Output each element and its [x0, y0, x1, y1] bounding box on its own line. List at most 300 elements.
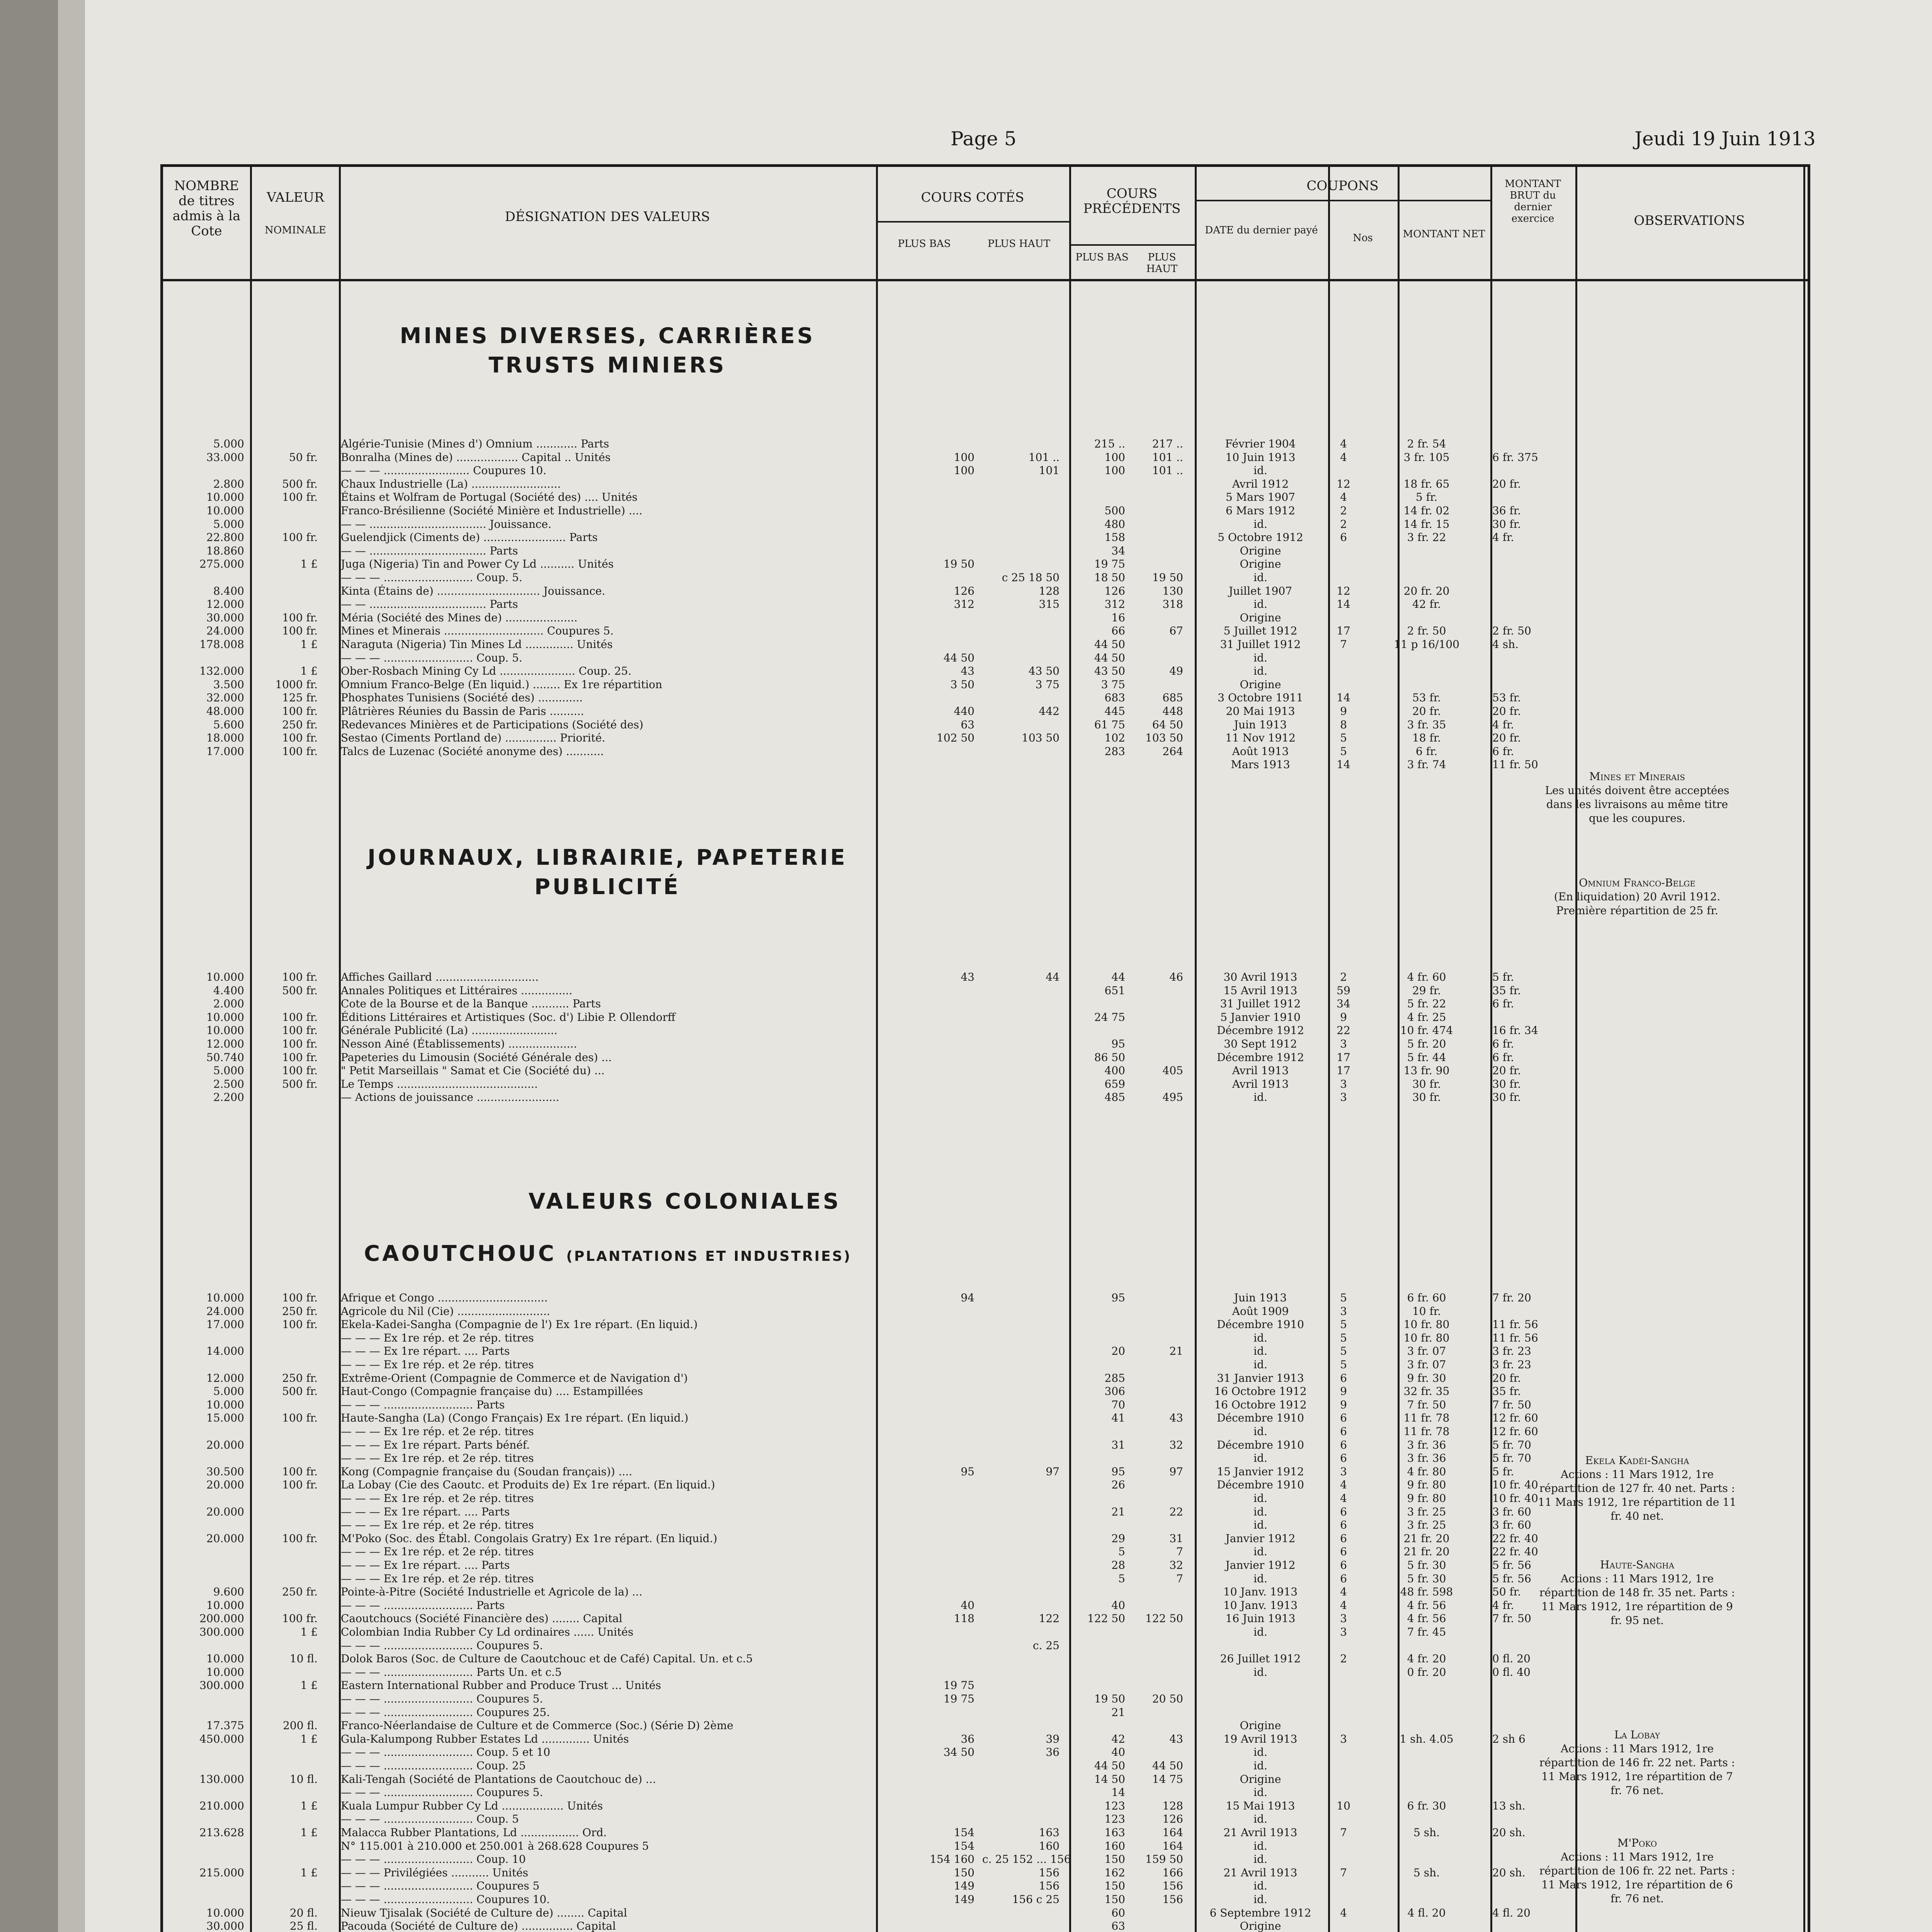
- nombre-cell: 10.000: [206, 1010, 244, 1024]
- nombre-cell: 10.000: [206, 1291, 244, 1304]
- coupon-date-cell: Juillet 1907: [1228, 584, 1293, 597]
- observation-title: La Lobay: [1614, 1728, 1660, 1741]
- montant-brut-cell: 16 fr. 34: [1492, 1024, 1538, 1037]
- coupon-date-cell: 16 Octobre 1912: [1214, 1398, 1307, 1411]
- observation-text: Les unités doivent être acceptées dans les livraisons au même titre que les coupures.: [1545, 784, 1730, 825]
- designation-cell: Kali-Tengah (Société de Plantations de Caoutchouc de) ...: [341, 1772, 656, 1786]
- book-gutter: [58, 0, 85, 1932]
- montant-brut-cell: 12 fr. 60: [1492, 1412, 1538, 1425]
- section-title-line: TRUSTS MINIERS: [488, 352, 726, 378]
- valeur-cell: 100 fr.: [282, 705, 318, 718]
- cours-plus-bas-cell: 19 75: [943, 1692, 975, 1705]
- table-row: [163, 1291, 1808, 1304]
- table-row: [163, 1692, 1808, 1706]
- coupon-numero-cell: 5: [1340, 1345, 1347, 1358]
- page-date: Jeudi 19 Juin 1913: [1634, 128, 1816, 150]
- coupon-numero-cell: 3: [1340, 1732, 1347, 1745]
- montant-net-cell: 6 fr. 30: [1407, 1799, 1446, 1812]
- montant-net-cell: 21 fr. 20: [1403, 1532, 1450, 1545]
- table-row: [163, 1398, 1808, 1412]
- montant-brut-cell: 5 fr. 56: [1492, 1559, 1531, 1571]
- prec-plus-haut-cell: 122 50: [1145, 1612, 1183, 1625]
- prec-plus-bas-cell: 162: [1104, 1866, 1125, 1879]
- montant-brut-cell: 7 fr. 20: [1492, 1291, 1531, 1304]
- montant-net-cell: 11 p 16/100: [1394, 638, 1459, 651]
- nombre-cell: 3.500: [213, 678, 244, 691]
- coupon-numero-cell: 5: [1340, 731, 1347, 745]
- montant-brut-cell: 3 fr. 60: [1492, 1505, 1531, 1518]
- designation-cell: — — — ......................... Coupures 10.: [341, 464, 547, 477]
- designation-cell: Omnium Franco-Belge (En liquid.) ........ Ex 1re répartition: [341, 678, 662, 691]
- designation-cell: — — .................................. Parts: [341, 544, 518, 557]
- prec-plus-bas-cell: 659: [1104, 1077, 1125, 1090]
- coupon-numero-cell: 9: [1340, 705, 1347, 718]
- coupon-date-cell: 11 Nov 1912: [1225, 731, 1296, 745]
- coupon-numero-cell: 3: [1340, 1077, 1347, 1090]
- coupon-date-cell: id.: [1253, 1452, 1267, 1465]
- header-date: DATE du dernier payé: [1205, 224, 1318, 236]
- valeur-cell: 250 fr.: [282, 1371, 318, 1384]
- prec-plus-bas-cell: 100: [1104, 451, 1125, 464]
- montant-net-cell: 3 fr. 22: [1407, 531, 1446, 544]
- nombre-cell: 14.000: [206, 1345, 244, 1358]
- prec-plus-haut-cell: 20 50: [1152, 1692, 1183, 1705]
- nombre-cell: 2.500: [213, 1077, 244, 1090]
- designation-cell: Kong (Compagnie française du (Soudan français)) ....: [341, 1465, 633, 1478]
- coupon-date-cell: Décembre 1910: [1217, 1318, 1304, 1331]
- coupon-date-cell: Origine: [1240, 1772, 1281, 1786]
- coupon-date-cell: 3 Octobre 1911: [1218, 691, 1303, 704]
- book-binding: [0, 0, 58, 1932]
- cours-plus-bas-cell: 440: [954, 705, 975, 718]
- cours-plus-haut-cell: 101: [1039, 464, 1060, 477]
- coupon-numero-cell: 14: [1337, 691, 1350, 704]
- cours-plus-haut-cell: 39: [1046, 1732, 1060, 1745]
- coupon-numero-cell: 4: [1340, 451, 1347, 464]
- prec-plus-haut-cell: 685: [1162, 691, 1183, 704]
- prec-plus-bas-cell: 102: [1104, 731, 1125, 745]
- montant-net-cell: 4 fl. 20: [1407, 1906, 1446, 1919]
- coupon-date-cell: 31 Juillet 1912: [1220, 638, 1301, 651]
- designation-cell: — — — Ex 1re rép. et 2e rép. titres: [341, 1425, 534, 1438]
- cours-plus-haut-cell: 315: [1039, 598, 1060, 611]
- cours-plus-bas-cell: 3 50: [950, 678, 975, 691]
- coupon-date-cell: 30 Avril 1913: [1223, 971, 1298, 983]
- coupon-date-cell: 6 Mars 1912: [1226, 504, 1295, 517]
- montant-net-cell: 7 fr. 45: [1407, 1626, 1446, 1638]
- prec-plus-bas-cell: 21: [1111, 1505, 1125, 1518]
- table-row: [163, 585, 1808, 598]
- coupon-numero-cell: 5: [1340, 1318, 1347, 1331]
- cours-plus-haut-cell: 44: [1046, 971, 1060, 983]
- coupon-numero-cell: 6: [1340, 1412, 1347, 1425]
- observation-note: [1537, 1558, 1738, 1628]
- table-row: [163, 1813, 1808, 1826]
- montant-brut-cell: 5 fr. 70: [1492, 1438, 1531, 1451]
- montant-brut-cell: 10 fr. 40: [1492, 1478, 1538, 1492]
- montant-net-cell: 5 fr. 22: [1407, 997, 1446, 1010]
- header-nombre: NOMBRE de titres admis à la Cote: [172, 178, 241, 239]
- prec-plus-bas-cell: 5: [1118, 1572, 1125, 1585]
- cours-plus-bas-cell: 43: [961, 971, 975, 983]
- coupon-date-cell: 5 Juillet 1912: [1223, 624, 1298, 638]
- montant-net-cell: 2 fr. 50: [1407, 624, 1446, 638]
- prec-plus-bas-cell: 31: [1111, 1438, 1125, 1451]
- valeur-cell: 100 fr.: [282, 531, 318, 544]
- observation-title: M'Poko: [1617, 1837, 1657, 1849]
- table-row: [163, 544, 1808, 558]
- montant-net-cell: 5 fr.: [1415, 491, 1438, 504]
- designation-cell: M'Poko (Soc. des Établ. Congolais Gratry) Ex 1re répart. (En liquid.): [341, 1532, 718, 1545]
- nombre-cell: 10.000: [206, 1906, 244, 1919]
- table-row: [163, 1385, 1808, 1398]
- prec-plus-bas-cell: 500: [1104, 504, 1125, 517]
- observation-text: Actions : 11 Mars 1912, 1re répartition de 148 fr. 35 net. Parts : 11 Mars 1912, 1re répartition de 9 fr. 95 net.: [1539, 1572, 1735, 1627]
- prec-plus-haut-cell: 318: [1162, 598, 1183, 611]
- valeur-cell: 100 fr.: [282, 745, 318, 758]
- table-row: [163, 437, 1808, 451]
- coupon-numero-cell: 3: [1340, 1465, 1347, 1478]
- coupon-numero-cell: 6: [1340, 1572, 1347, 1585]
- montant-brut-cell: 4 sh.: [1492, 638, 1519, 651]
- coupon-date-cell: id.: [1253, 651, 1267, 664]
- header-prec-plus-haut: PLUS HAUT: [1146, 252, 1178, 275]
- montant-brut-cell: 20 fr.: [1492, 477, 1521, 490]
- table-row: [163, 651, 1808, 665]
- montant-brut-cell: 0 fl. 40: [1492, 1665, 1531, 1679]
- section-title-line: MINES DIVERSES, CARRIÈRES: [400, 323, 815, 349]
- observation-title: Omnium Franco-Belge: [1579, 876, 1696, 889]
- cours-plus-bas-cell: 154 160: [930, 1853, 975, 1866]
- section-title: [356, 321, 859, 380]
- coupon-numero-cell: 6: [1340, 1371, 1347, 1384]
- coupon-numero-cell: 59: [1337, 984, 1350, 997]
- valeur-cell: 1 £: [300, 1799, 318, 1812]
- header-plus-bas: PLUS BAS: [898, 238, 951, 250]
- nombre-cell: 210.000: [199, 1799, 244, 1812]
- prec-plus-haut-cell: 44 50: [1152, 1759, 1183, 1772]
- prec-plus-bas-cell: 42: [1111, 1732, 1125, 1745]
- designation-cell: — — — .......................... Coup. 25: [341, 1759, 526, 1772]
- montant-net-cell: 9 fr. 80: [1407, 1478, 1446, 1492]
- prec-plus-haut-cell: 159 50: [1145, 1853, 1183, 1866]
- prec-plus-bas-cell: 95: [1111, 1291, 1125, 1304]
- observation-text: Actions : 11 Mars 1912, 1re répartition de 127 fr. 40 net. Parts : 11 Mars 1912, 1re répartition de 11 fr. 40 net.: [1538, 1468, 1736, 1522]
- table-row: [163, 624, 1808, 638]
- montant-net-cell: 4 fr. 56: [1407, 1612, 1446, 1625]
- prec-plus-bas-cell: 29: [1111, 1532, 1125, 1545]
- montant-net-cell: 9 fr. 80: [1407, 1492, 1446, 1505]
- montant-net-cell: 29 fr.: [1412, 984, 1441, 997]
- cours-plus-haut-cell: 103 50: [1022, 731, 1060, 745]
- designation-cell: — — — .......................... Coupures 10.: [341, 1893, 550, 1906]
- observation-note: [1537, 1836, 1738, 1906]
- coupon-date-cell: id.: [1253, 665, 1267, 678]
- montant-net-cell: 5 fr. 30: [1407, 1572, 1446, 1585]
- coupon-date-cell: Juin 1913: [1234, 718, 1287, 731]
- table-row: [163, 1799, 1808, 1813]
- cours-plus-bas-cell: 154: [954, 1839, 975, 1852]
- valeur-cell: 100 fr.: [282, 1051, 318, 1064]
- prec-plus-haut-cell: 448: [1162, 705, 1183, 718]
- valeur-cell: 10 fl.: [289, 1772, 318, 1786]
- montant-net-cell: 10 fr. 474: [1400, 1024, 1453, 1037]
- montant-net-cell: 30 fr.: [1412, 1091, 1441, 1104]
- table-row: [163, 1652, 1808, 1665]
- coupon-numero-cell: 22: [1337, 1024, 1350, 1037]
- nombre-cell: 24.000: [206, 1304, 244, 1318]
- prec-plus-haut-cell: 67: [1169, 624, 1183, 638]
- designation-cell: — — — Ex 1re rép. et 2e rép. titres: [341, 1492, 534, 1505]
- subtitle-detail: (PLANTATIONS ET INDUSTRIES): [566, 1248, 852, 1264]
- cours-plus-bas-cell: 102 50: [937, 731, 975, 745]
- header-rule: [1069, 244, 1195, 246]
- coupon-numero-cell: 6: [1340, 531, 1347, 544]
- nombre-cell: 10.000: [206, 971, 244, 983]
- designation-cell: — — — .......................... Coup. 10: [341, 1853, 526, 1866]
- prec-plus-bas-cell: 86 50: [1094, 1051, 1125, 1064]
- table-row: [163, 1358, 1808, 1371]
- montant-brut-cell: 5 fr.: [1492, 971, 1514, 983]
- prec-plus-bas-cell: 28: [1111, 1559, 1125, 1571]
- designation-cell: Dolok Baros (Soc. de Culture de Caoutchouc et de Café) Capital. Un. et c.5: [341, 1652, 753, 1665]
- table-row: [163, 611, 1808, 624]
- prec-plus-haut-cell: 31: [1169, 1532, 1183, 1545]
- prec-plus-bas-cell: 158: [1104, 531, 1125, 544]
- montant-brut-cell: 11 fr. 56: [1492, 1331, 1538, 1344]
- nombre-cell: 178.008: [199, 638, 244, 651]
- coupon-numero-cell: 9: [1340, 1010, 1347, 1024]
- header-montant-brut: MONTANT BRUT du dernier exercice: [1505, 178, 1561, 224]
- designation-cell: — — — .......................... Coup. 5.: [341, 651, 522, 664]
- prec-plus-haut-cell: 7: [1176, 1545, 1183, 1558]
- montant-net-cell: 30 fr.: [1412, 1077, 1441, 1090]
- prec-plus-haut-cell: 103 50: [1145, 731, 1183, 745]
- prec-plus-bas-cell: 150: [1104, 1879, 1125, 1893]
- table-row: [163, 478, 1808, 491]
- cours-plus-bas-cell: 36: [961, 1732, 975, 1745]
- nombre-cell: 30.000: [206, 611, 244, 624]
- header-rule: [1195, 200, 1490, 201]
- coupon-date-cell: id.: [1253, 1813, 1267, 1826]
- designation-cell: — — — Ex 1re répart. .... Parts: [341, 1559, 510, 1571]
- montant-net-cell: 7 fr. 50: [1407, 1398, 1446, 1411]
- nombre-cell: 12.000: [206, 1037, 244, 1050]
- prec-plus-bas-cell: 5: [1118, 1545, 1125, 1558]
- valeur-cell: 100 fr.: [282, 1318, 318, 1331]
- montant-brut-cell: 3 fr. 60: [1492, 1519, 1531, 1532]
- montant-net-cell: 5 sh.: [1413, 1866, 1440, 1879]
- table-row: [163, 1037, 1808, 1051]
- cours-plus-haut-cell: 156: [1039, 1879, 1060, 1893]
- montant-brut-cell: 53 fr.: [1492, 691, 1521, 704]
- coupon-numero-cell: 4: [1340, 1585, 1347, 1599]
- valeur-cell: 250 fr.: [282, 1585, 318, 1599]
- montant-brut-cell: 12 fr. 60: [1492, 1425, 1538, 1438]
- coupon-numero-cell: 8: [1340, 718, 1347, 731]
- montant-net-cell: 11 fr. 78: [1403, 1425, 1450, 1438]
- coupon-date-cell: 31 Juillet 1912: [1220, 997, 1301, 1010]
- montant-brut-cell: 7 fr. 50: [1492, 1398, 1531, 1411]
- coupon-date-cell: Avril 1913: [1232, 1077, 1289, 1090]
- montant-brut-cell: 30 fr.: [1492, 517, 1521, 531]
- table-row: [163, 1332, 1808, 1345]
- coupon-date-cell: id.: [1253, 1331, 1267, 1344]
- header-prec-plus-bas: PLUS BAS: [1075, 252, 1129, 263]
- coupon-date-cell: id.: [1253, 1345, 1267, 1358]
- observation-note: [1537, 1454, 1738, 1523]
- coupon-date-cell: 5 Mars 1907: [1226, 491, 1295, 504]
- coupon-numero-cell: 2: [1340, 971, 1347, 983]
- coupon-numero-cell: 12: [1337, 477, 1350, 490]
- designation-cell: Chaux Industrielle (La) ..........................: [341, 477, 561, 490]
- montant-brut-cell: 35 fr.: [1492, 984, 1521, 997]
- valeur-cell: 1 £: [300, 1732, 318, 1745]
- montant-net-cell: 4 fr. 25: [1407, 1010, 1446, 1024]
- cours-plus-bas-cell: 94: [961, 1291, 975, 1304]
- prec-plus-bas-cell: 60: [1111, 1906, 1125, 1919]
- table-row: [163, 984, 1808, 997]
- prec-plus-haut-cell: 22: [1169, 1505, 1183, 1518]
- designation-cell: Mines et Minerais ............................. Coupures 5.: [341, 624, 614, 638]
- cours-plus-bas-cell: 154: [954, 1826, 975, 1839]
- valeur-cell: 200 fl.: [283, 1719, 318, 1732]
- designation-cell: Franco-Brésilienne (Société Minière et Industrielle) ....: [341, 504, 643, 517]
- designation-cell: — — — Ex 1re rép. et 2e rép. titres: [341, 1452, 534, 1465]
- coupon-numero-cell: 5: [1340, 745, 1347, 758]
- coupon-numero-cell: 6: [1340, 1559, 1347, 1571]
- prec-plus-bas-cell: 3 75: [1101, 678, 1125, 691]
- table-row: [163, 1906, 1808, 1920]
- cours-plus-bas-cell: 150: [954, 1866, 975, 1879]
- header-rule: [876, 221, 1069, 223]
- coupon-date-cell: id.: [1253, 1572, 1267, 1585]
- prec-plus-bas-cell: 41: [1111, 1412, 1125, 1425]
- designation-cell: — Actions de jouissance ........................: [341, 1091, 560, 1104]
- table-row: [163, 1064, 1808, 1077]
- valeur-cell: 100 fr.: [282, 971, 318, 983]
- table-row: [163, 531, 1808, 544]
- montant-brut-cell: 20 fr.: [1492, 1371, 1521, 1384]
- coupon-numero-cell: 14: [1337, 758, 1350, 771]
- designation-cell: Phosphates Tunisiens (Société des) .............: [341, 691, 583, 704]
- prec-plus-bas-cell: 445: [1104, 705, 1125, 718]
- prec-plus-haut-cell: 21: [1169, 1345, 1183, 1358]
- valeur-cell: 10 fl.: [289, 1652, 318, 1665]
- nombre-cell: 4.400: [213, 984, 244, 997]
- nombre-cell: 20.000: [206, 1438, 244, 1451]
- prec-plus-haut-cell: 156: [1162, 1893, 1183, 1906]
- table-row: [163, 718, 1808, 731]
- prec-plus-haut-cell: 264: [1162, 745, 1183, 758]
- nombre-cell: 32.000: [206, 691, 244, 704]
- prec-plus-haut-cell: 217 ..: [1152, 437, 1183, 450]
- nombre-cell: 8.400: [213, 584, 244, 597]
- table-row: [163, 1318, 1808, 1331]
- observation-title: Haute-Sangha: [1600, 1558, 1675, 1571]
- montant-brut-cell: 5 fr.: [1492, 1465, 1514, 1478]
- nombre-cell: 48.000: [206, 705, 244, 718]
- prec-plus-haut-cell: 164: [1162, 1839, 1183, 1852]
- prec-plus-haut-cell: 130: [1162, 584, 1183, 597]
- nombre-cell: 132.000: [199, 665, 244, 678]
- coupon-numero-cell: 34: [1337, 997, 1350, 1010]
- header-montant-net: MONTANT NET: [1403, 228, 1485, 240]
- prec-plus-haut-cell: 32: [1169, 1559, 1183, 1571]
- nombre-cell: 10.000: [206, 1599, 244, 1612]
- designation-cell: Kuala Lumpur Rubber Cy Ld .................. Unités: [341, 1799, 603, 1812]
- coupon-numero-cell: 5: [1340, 1358, 1347, 1371]
- montant-brut-cell: 6 fr.: [1492, 1037, 1514, 1050]
- designation-cell: — — — Ex 1re rép. et 2e rép. titres: [341, 1572, 534, 1585]
- designation-cell: Affiches Gaillard ..............................: [341, 971, 539, 983]
- montant-net-cell: 14 fr. 02: [1403, 504, 1450, 517]
- coupon-date-cell: id.: [1253, 1626, 1267, 1638]
- designation-cell: — — .................................. Jouissance.: [341, 517, 552, 531]
- montant-net-cell: 3 fr. 105: [1403, 451, 1450, 464]
- cours-plus-bas-cell: 19 50: [943, 558, 975, 571]
- designation-cell: Annales Politiques et Littéraires ...............: [341, 984, 573, 997]
- section-title-line: JOURNAUX, LIBRAIRIE, PAPETERIE: [367, 845, 847, 870]
- designation-cell: — — — .......................... Coupures 5.: [341, 1639, 543, 1652]
- prec-plus-bas-cell: 126: [1104, 584, 1125, 597]
- valeur-cell: 1 £: [300, 665, 318, 678]
- designation-cell: Nesson Ainé (Établissements) ....................: [341, 1037, 577, 1050]
- valeur-cell: 1 £: [300, 1866, 318, 1879]
- designation-cell: — — — Ex 1re répart. Parts bénéf.: [341, 1438, 530, 1451]
- table-row: [163, 691, 1808, 704]
- coupon-date-cell: 10 Janv. 1913: [1223, 1585, 1298, 1599]
- cours-plus-bas-cell: 43: [961, 665, 975, 678]
- coupon-date-cell: Décembre 1910: [1217, 1412, 1304, 1425]
- prec-plus-haut-cell: 14 75: [1152, 1772, 1183, 1786]
- coupon-date-cell: 26 Juillet 1912: [1220, 1652, 1301, 1665]
- cours-plus-bas-cell: 312: [954, 598, 975, 611]
- montant-net-cell: 6 fr. 60: [1407, 1291, 1446, 1304]
- coupon-date-cell: id.: [1253, 1425, 1267, 1438]
- designation-cell: Haute-Sangha (La) (Congo Français) Ex 1re répart. (En liquid.): [341, 1412, 689, 1425]
- coupon-date-cell: 16 Juin 1913: [1225, 1612, 1296, 1625]
- designation-cell: Étains et Wolfram de Portugal (Société des) .... Unités: [341, 491, 638, 504]
- coupon-date-cell: Origine: [1240, 558, 1281, 571]
- coupon-numero-cell: 4: [1340, 1599, 1347, 1612]
- observation-text: (En liquidation) 20 Avril 1912. Première répartition de 25 fr.: [1554, 890, 1721, 917]
- table-row: [163, 1545, 1808, 1558]
- cours-plus-haut-cell: 128: [1039, 584, 1060, 597]
- valeur-cell: 1 £: [300, 1626, 318, 1638]
- header-nominale: NOMINALE: [265, 224, 326, 236]
- designation-cell: Cote de la Bourse et de la Banque ........... Parts: [341, 997, 601, 1010]
- montant-brut-cell: 30 fr.: [1492, 1091, 1521, 1104]
- montant-brut-cell: 4 fr.: [1492, 531, 1514, 544]
- coupon-date-cell: 21 Avril 1913: [1223, 1866, 1298, 1879]
- cours-plus-haut-cell: 163: [1039, 1826, 1060, 1839]
- designation-cell: Nieuw Tjisalak (Société de Culture de) ........ Capital: [341, 1906, 627, 1919]
- prec-plus-haut-cell: 7: [1176, 1572, 1183, 1585]
- table-row: [163, 504, 1808, 517]
- cours-plus-haut-cell: c. 25: [1032, 1639, 1060, 1652]
- coupon-date-cell: 5 Octobre 1912: [1218, 531, 1303, 544]
- designation-cell: Colombian India Rubber Cy Ld ordinaires ...... Unités: [341, 1626, 634, 1638]
- coupon-date-cell: id.: [1253, 1665, 1267, 1679]
- coupon-date-cell: id.: [1253, 1879, 1267, 1893]
- prec-plus-bas-cell: 306: [1104, 1385, 1125, 1398]
- valeur-cell: 500 fr.: [282, 1077, 318, 1090]
- nombre-cell: 5.600: [213, 718, 244, 731]
- prec-plus-bas-cell: 480: [1104, 517, 1125, 531]
- nombre-cell: 10.000: [206, 1398, 244, 1411]
- nombre-cell: 22.800: [206, 531, 244, 544]
